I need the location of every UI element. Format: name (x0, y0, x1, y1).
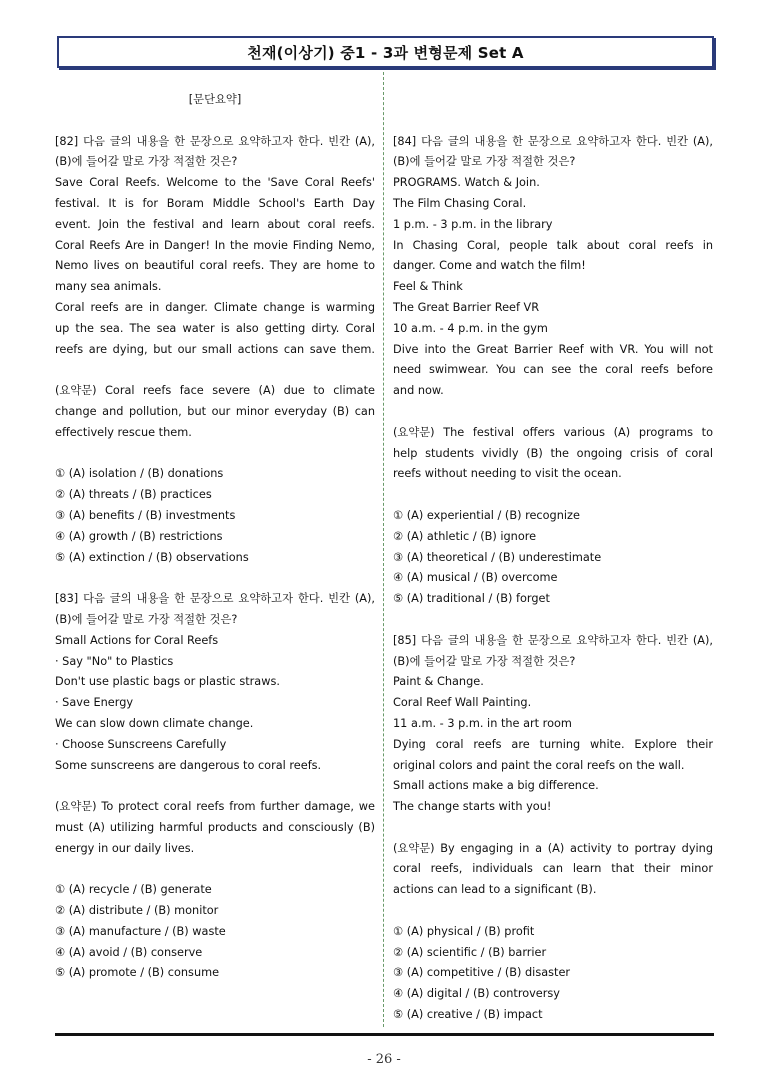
answer-option[interactable]: ① (A) physical / (B) profit (393, 924, 535, 938)
passage-line: many sea animals. (55, 280, 162, 294)
passage-line: 1 p.m. - 3 p.m. in the library (393, 217, 553, 231)
passage-line: Feel & Think (393, 280, 463, 294)
passage-line: Save Coral Reefs. Welcome to the 'Save Coral Reefs' (55, 176, 375, 190)
passage-line: PROGRAMS. Watch & Join. (393, 176, 540, 190)
page-title: 천재(이상기) 중1 - 3과 변형문제 Set A (247, 43, 524, 62)
passage-line: The change starts with you! (393, 800, 552, 814)
answer-option[interactable]: ③ (A) theoretical / (B) underestimate (393, 550, 602, 564)
left-column (55, 90, 375, 984)
passage-line: up the sea. The sea water is also getting dirty. Coral (55, 321, 375, 335)
passage-line: · Choose Sunscreens Carefully (55, 737, 227, 751)
question-stem: [83] 다음 글의 내용을 한 문장으로 요약하고자 한다. 빈칸 (A), (55, 592, 375, 606)
answer-option[interactable]: ③ (A) manufacture / (B) waste (55, 924, 226, 938)
passage-line: Coral reefs are in danger. Climate change is warming (55, 300, 375, 314)
passage-line: The Great Barrier Reef VR (393, 300, 540, 314)
summary-line: (요약문) The festival offers various (A) programs to (393, 425, 713, 439)
footer-rule (55, 1033, 714, 1036)
passage-line: Don't use plastic bags or plastic straws. (55, 675, 280, 689)
question-stem: (B)에 들어갈 말로 가장 적절한 것은? (393, 654, 576, 668)
question-85 (393, 631, 713, 1026)
summary-line: actions can lead to a significant (B). (393, 883, 597, 897)
passage-line: 10 a.m. - 4 p.m. in the gym (393, 321, 548, 335)
answer-option[interactable]: ④ (A) musical / (B) overcome (393, 571, 558, 585)
answer-option[interactable]: ② (A) scientific / (B) barrier (393, 945, 547, 959)
passage-line: event. Join the festival and learn about coral reefs. (55, 217, 375, 231)
passage-line: Small Actions for Coral Reefs (55, 633, 219, 647)
answer-option[interactable]: ④ (A) growth / (B) restrictions (55, 529, 223, 543)
passage-line: Dive into the Great Barrier Reef with VR. You will not (393, 342, 713, 356)
summary-line: coral reefs, individuals can learn that their minor (393, 862, 713, 876)
passage-line: and now. (393, 384, 444, 398)
passage-line: 11 a.m. - 3 p.m. in the art room (393, 716, 572, 730)
answer-option[interactable]: ⑤ (A) promote / (B) consume (55, 966, 220, 980)
passage-line: · Say "No" to Plastics (55, 654, 174, 668)
summary-line: (요약문) Coral reefs face severe (A) due to climate (55, 384, 375, 398)
answer-option[interactable]: ② (A) athletic / (B) ignore (393, 529, 537, 543)
question-83 (55, 589, 375, 984)
passage-line: Paint & Change. (393, 675, 484, 689)
summary-line: energy in our daily lives. (55, 841, 195, 855)
answer-option[interactable]: ① (A) recycle / (B) generate (55, 883, 212, 897)
question-stem: [85] 다음 글의 내용을 한 문장으로 요약하고자 한다. 빈칸 (A), (393, 633, 713, 647)
summary-line: (요약문) By engaging in a (A) activity to portray dying (393, 841, 713, 855)
passage-line: The Film Chasing Coral. (393, 196, 527, 210)
answer-option[interactable]: ⑤ (A) traditional / (B) forget (393, 592, 550, 606)
section-label: [문단요약] (188, 93, 242, 106)
summary-line: help students vividly (B) the ongoing crisis of coral (393, 446, 713, 460)
passage-line: Coral Reefs Are in Danger! In the movie Finding Nemo, (55, 238, 375, 252)
question-stem: [82] 다음 글의 내용을 한 문장으로 요약하고자 한다. 빈칸 (A), (55, 134, 375, 148)
passage-line: original colors and paint the coral reefs on the wall. (393, 758, 685, 772)
page-number: - 26 - (367, 1052, 401, 1067)
page-header (57, 36, 714, 68)
question-stem: [84] 다음 글의 내용을 한 문장으로 요약하고자 한다. 빈칸 (A), (393, 134, 713, 148)
passage-line: Dying coral reefs are turning white. Explore their (393, 737, 713, 751)
answer-option[interactable]: ① (A) isolation / (B) donations (55, 467, 224, 481)
summary-line: change and pollution, but our minor everyday (B) can (55, 404, 375, 418)
question-82 (55, 132, 375, 569)
passage-line: Small actions make a big difference. (393, 779, 599, 793)
answer-option[interactable]: ④ (A) digital / (B) controversy (393, 987, 560, 1001)
answer-option[interactable]: ② (A) threats / (B) practices (55, 488, 212, 502)
column-divider (383, 72, 384, 1027)
question-stem: (B)에 들어갈 말로 가장 적절한 것은? (55, 155, 238, 169)
answer-option[interactable]: ⑤ (A) creative / (B) impact (393, 1008, 543, 1022)
passage-line: Some sunscreens are dangerous to coral reefs. (55, 758, 322, 772)
answer-option[interactable]: ① (A) experiential / (B) recognize (393, 508, 580, 522)
passage-line: Nemo lives on beautiful coral reefs. They are home to (55, 259, 375, 273)
passage-line: Coral Reef Wall Painting. (393, 696, 532, 710)
passage-line: festival. It is for Boram Middle School's Earth Day (55, 196, 375, 210)
question-stem: (B)에 들어갈 말로 가장 적절한 것은? (393, 155, 576, 169)
passage-line: In Chasing Coral, people talk about coral reefs in (393, 238, 713, 252)
summary-line: effectively rescue them. (55, 425, 192, 439)
question-stem: (B)에 들어갈 말로 가장 적절한 것은? (55, 612, 238, 626)
answer-option[interactable]: ③ (A) competitive / (B) disaster (393, 966, 571, 980)
passage-line: We can slow down climate change. (55, 716, 254, 730)
passage-line: need swimwear. You can see the coral reefs before (393, 363, 713, 377)
answer-option[interactable]: ⑤ (A) extinction / (B) observations (55, 550, 249, 564)
answer-option[interactable]: ③ (A) benefits / (B) investments (55, 508, 236, 522)
answer-option[interactable]: ④ (A) avoid / (B) conserve (55, 945, 203, 959)
passage-line: reefs are dying, but our small actions can save them. (55, 342, 375, 356)
answer-option[interactable]: ② (A) distribute / (B) monitor (55, 904, 219, 918)
summary-line: reefs without needing to visit the ocean. (393, 467, 622, 481)
question-84 (393, 132, 713, 610)
passage-line: · Save Energy (55, 696, 134, 710)
summary-line: (요약문) To protect coral reefs from further damage, we (55, 800, 375, 814)
summary-line: must (A) utilizing harmful products and consciously (B) (55, 820, 375, 834)
passage-line: danger. Come and watch the film! (393, 259, 586, 273)
right-column (393, 90, 713, 1026)
